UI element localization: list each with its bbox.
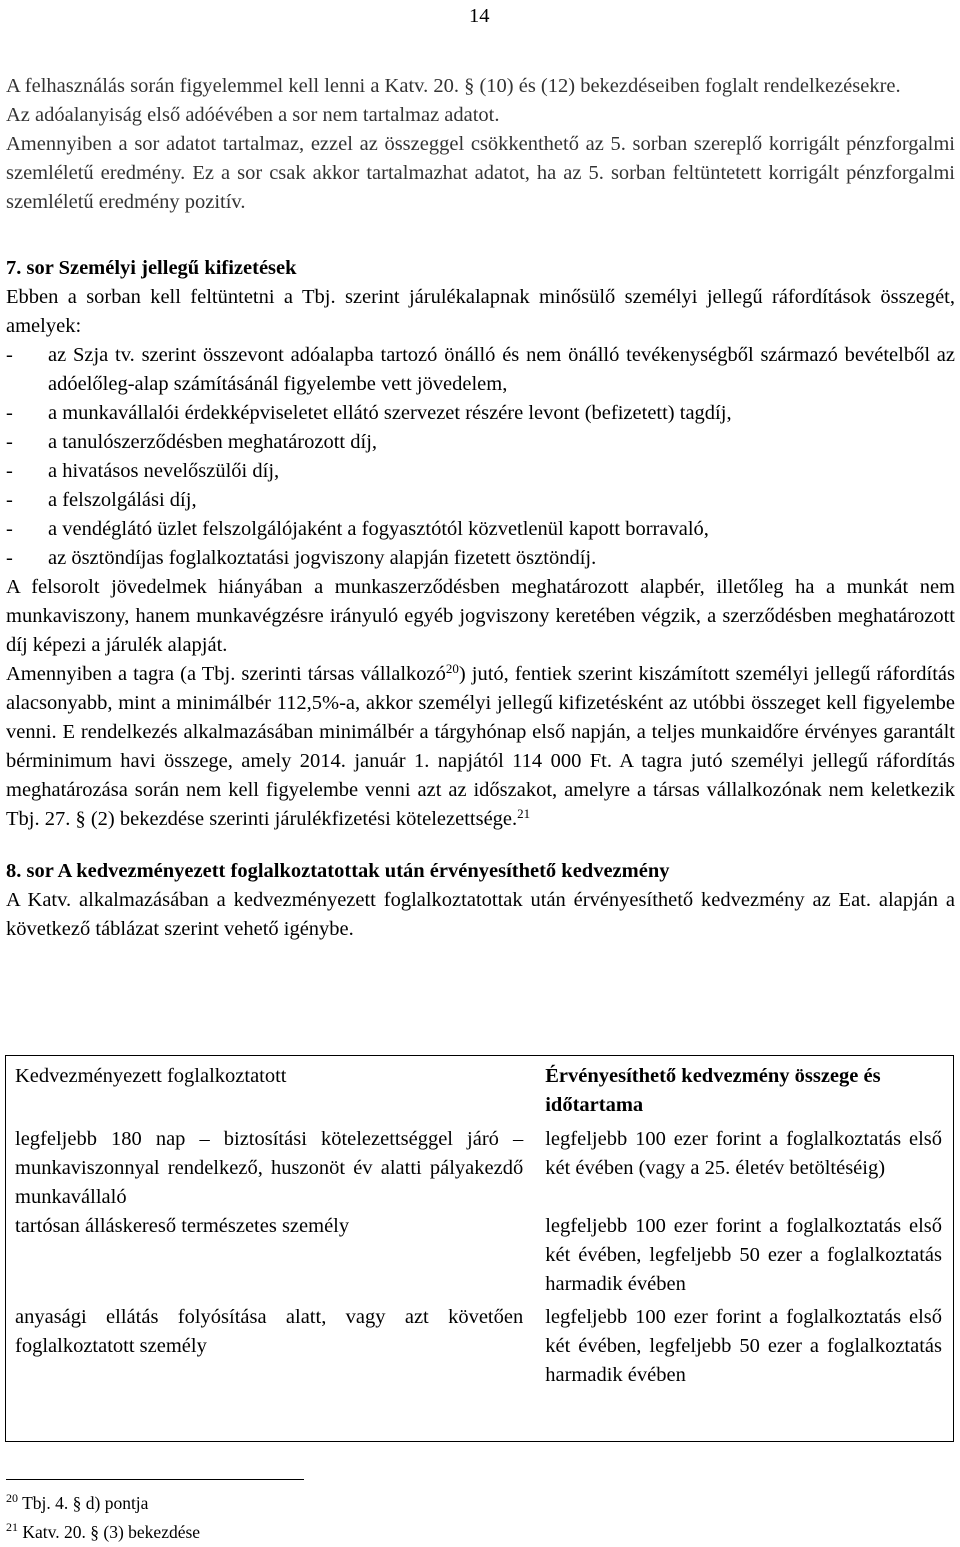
table-row (5, 1212, 954, 1299)
table-cell: legfeljebb 100 ezer forint a foglalkoztatás első két évében (vagy a 25. életév betöltéséig) (545, 1128, 942, 1179)
section-7-lead: Ebben a sorban kell feltüntetni a Tbj. szerint járulékalapnak minősülő személyi jellegű ráfordítások összegét, amelyek: (6, 286, 955, 337)
footnote-mark: 20 (6, 1491, 18, 1505)
table-row (5, 1299, 954, 1390)
section-8-heading: 8. sor A kedvezményezett foglalkoztatottak után érvényesíthető kedvezmény (6, 860, 670, 882)
list-dash: - (6, 547, 13, 569)
footnote (6, 1518, 200, 1547)
footnote-ref[interactable]: 20 (445, 661, 459, 676)
list-item-text: az Szja tv. szerint összevont adóalapba tartozó önálló és nem önálló tevékenységből származó bevételből az adóelőleg-alap számításánál figyelembe vett jövedelem, (48, 344, 955, 395)
table-row (5, 1120, 954, 1212)
table-header-cell: Érvényesíthető kedvezmény összege és időtartama (545, 1065, 881, 1116)
section-7-paragraph: A felsorolt jövedelmek hiányában a munkaszerződésben meghatározott alapbér, illetőleg ha a munkát nem munkaviszony, hanem munkavégzésre irányuló egyéb jogviszony keretében végzik, a szerződésben meghatározott díj képezi a járulék alapját. (6, 576, 955, 656)
document-body (6, 72, 955, 944)
table-cell: anyasági ellátás folyósítása alatt, vagy azt követően foglalkoztatott személy (15, 1306, 524, 1357)
list-dash: - (6, 402, 13, 424)
section-8-lead: A Katv. alkalmazásában a kedvezményezett foglalkoztatottak után érvényesíthető kedvezmény az Eat. alapján a következő táblázat szerint vehető igénybe. (6, 889, 955, 940)
benefit-table (5, 1055, 954, 1390)
paragraph-text: ) jutó, fentiek szerint kiszámított személyi jellegű ráfordítás alacsonyabb, mint a minimálbér 112,5%-a, akkor személyi jellegű kifizetésként az utóbbi összeget kell figyelembe venni. E rendelkezés alkalmazásában minimálbér a tárgyhónap első napján, a teljes munkaidőre érvényes garantált bérminimum havi összege, amely 2014. január 1. napjától 114 000 Ft. A tagra jutó személyi jellegű ráfordítás meghatározása során nem kell figyelembe venni azt az időszakot, amelyre a társas vállalkozónak nem keletkezik Tbj. 27. § (2) bekezdése szerinti járulékfizetési kötelezettsége. (6, 663, 955, 830)
table-header-cell: Kedvezményezett foglalkoztatott (15, 1065, 287, 1087)
intro-line: A felhasználás során figyelemmel kell lenni a Katv. 20. § (10) és (12) bekezdéseiben foglalt rendelkezésekre. (6, 75, 901, 97)
list-item-text: a felszolgálási díj, (48, 489, 197, 511)
section-7-heading: 7. sor Személyi jellegű kifizetések (6, 257, 297, 279)
list-item (6, 457, 955, 486)
section-7 (6, 254, 955, 834)
footnote-text: Tbj. 4. § d) pontja (22, 1493, 149, 1513)
footnote (6, 1489, 200, 1518)
list-dash: - (6, 431, 13, 453)
list-item (6, 428, 955, 457)
list-item-text: a hivatásos nevelőszülői díj, (48, 460, 280, 482)
page-number: 14 (469, 5, 490, 27)
footnote-divider (6, 1479, 304, 1480)
section-8 (6, 857, 955, 944)
table-cell: tartósan álláskereső természetes személy (15, 1215, 350, 1237)
list-item-text: a tanulószerződésben meghatározott díj, (48, 431, 378, 453)
list-item (6, 341, 955, 399)
list-dash: - (6, 344, 13, 366)
list-dash: - (6, 489, 13, 511)
list-item (6, 515, 955, 544)
list-dash: - (6, 460, 13, 482)
list-dash: - (6, 518, 13, 540)
intro-section (6, 72, 955, 217)
footnote-text: Katv. 20. § (3) bekezdése (22, 1522, 201, 1542)
footnote-mark: 21 (6, 1520, 18, 1534)
paragraph-text: Amennyiben a tagra (a Tbj. szerinti társas vállalkozó (6, 663, 446, 685)
list-item-text: a munkavállalói érdekképviseletet ellátó szervezet részére levont (befizetett) tagdíj, (48, 402, 732, 424)
footnote-ref[interactable]: 21 (517, 806, 531, 821)
list-item (6, 486, 955, 515)
intro-line: Az adóalanyiság első adóévében a sor nem tartalmaz adatot. (6, 104, 500, 126)
table-header-row (5, 1055, 954, 1120)
footnotes (6, 1489, 200, 1547)
table-cell: legfeljebb 100 ezer forint a foglalkoztatás első két évében, legfeljebb 50 ezer a foglalkoztatás harmadik évében (545, 1215, 942, 1295)
section-7-paragraph (6, 660, 955, 834)
list-item-text: a vendéglátó üzlet felszolgálójaként a fogyasztótól közvetlenül kapott borravaló, (48, 518, 709, 540)
list-item (6, 544, 955, 573)
table-cell: legfeljebb 100 ezer forint a foglalkoztatás első két évében, legfeljebb 50 ezer a foglalkoztatás harmadik évében (545, 1306, 942, 1386)
table-cell: legfeljebb 180 nap – biztosítási kötelezettséggel járó – munkaviszonnyal rendelkező, huszonöt év alatti pályakezdő munkavállaló (15, 1128, 524, 1208)
list-item (6, 399, 955, 428)
intro-line: Amennyiben a sor adatot tartalmaz, ezzel az összeggel csökkenthető az 5. sorban szereplő korrigált pénzforgalmi szemléletű eredmény. Ez a sor csak akkor tartalmazhat adatot, ha az 5. sorban feltüntetett korrigált pénzforgalmi szemléletű eredmény pozitív. (6, 133, 955, 213)
list-item-text: az ösztöndíjas foglalkoztatási jogviszony alapján fizetett ösztöndíj. (48, 547, 597, 569)
